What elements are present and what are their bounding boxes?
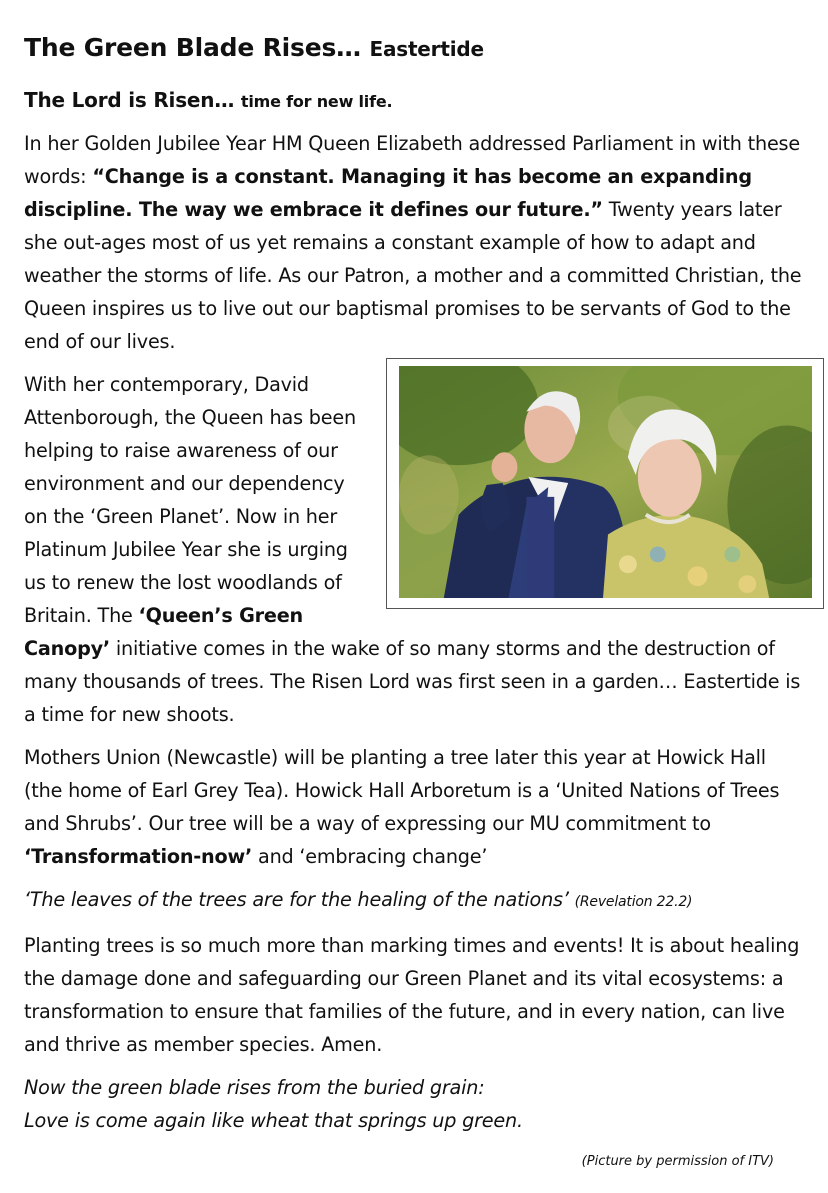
paragraph-mothers-union xyxy=(24,741,804,873)
hymn-line-2: Love is come again like wheat that springs up green. xyxy=(24,1109,523,1132)
paragraph-intro xyxy=(24,127,804,358)
paragraph-planting: Planting trees is so much more than marking times and events! It is about healing the damage done and safeguarding our Green Planet and its vital ecosystems: a transformation to ensure that families of the future, and in every nation, can live and thrive as member species. Amen. xyxy=(24,934,800,1056)
mu-text-1: Mothers Union (Newcastle) will be planting a tree later this year at Howick Hall (the home of Earl Grey Tea). Howick Hall Arboretum is a ‘United Nations of Trees and Shrubs’. Our tree will be a way of expressing our MU commitment to xyxy=(24,746,780,835)
page-title xyxy=(24,30,804,67)
subtitle-sub: time for new life. xyxy=(240,92,393,111)
intro-rest: Twenty years later she out-ages most of us yet remains a constant example of how to adapt and weather the storms of life. As our Patron, a mother and a committed Christian, the Queen inspires us to live out our baptismal promises to be servants of God to the end of our lives. xyxy=(24,198,802,353)
scripture-reference: (Revelation 22.2) xyxy=(574,894,693,910)
queen-attenborough-photo xyxy=(399,366,812,598)
intro-text: In her Golden Jubilee Year HM Queen Elizabeth addressed Parliament in with these words: xyxy=(24,132,800,188)
jubilee-quote: “Change is a constant. Managing it has become an expanding discipline. The way we embrace it defines our future.” xyxy=(24,165,752,221)
photo-credit: (Picture by permission of ITV) xyxy=(581,1154,774,1169)
page-subtitle xyxy=(24,85,804,117)
environment-text-1: With her contemporary, David Attenborough, the Queen has been helping to raise awareness of our environment and our dependency on the ‘Green Planet’. Now in her Platinum Jubilee Year she is urging us to renew the lost woodlands of Britain. The xyxy=(24,373,356,627)
title-main: The Green Blade Rises… xyxy=(24,33,361,62)
article xyxy=(24,30,804,1137)
scripture-text: ‘The leaves of the trees are for the healing of the nations’ xyxy=(24,888,569,911)
mu-text-2: and ‘embracing change’ xyxy=(252,845,488,868)
scripture-quote xyxy=(24,883,804,919)
green-canopy-label: ‘Queen’s Green Canopy’ xyxy=(24,604,303,660)
hymn-line-1: Now the green blade rises from the buried grain: xyxy=(24,1076,485,1099)
environment-text-2: initiative comes in the wake of so many storms and the destruction of many thousands of trees. The Risen Lord was first seen in a garden… Eastertide is a time for new shoots. xyxy=(24,637,801,726)
subtitle-main: The Lord is Risen… xyxy=(24,88,235,112)
photo-frame xyxy=(386,358,824,609)
transformation-label: ‘Transformation-now’ xyxy=(24,845,253,868)
title-sub: Eastertide xyxy=(369,37,484,61)
